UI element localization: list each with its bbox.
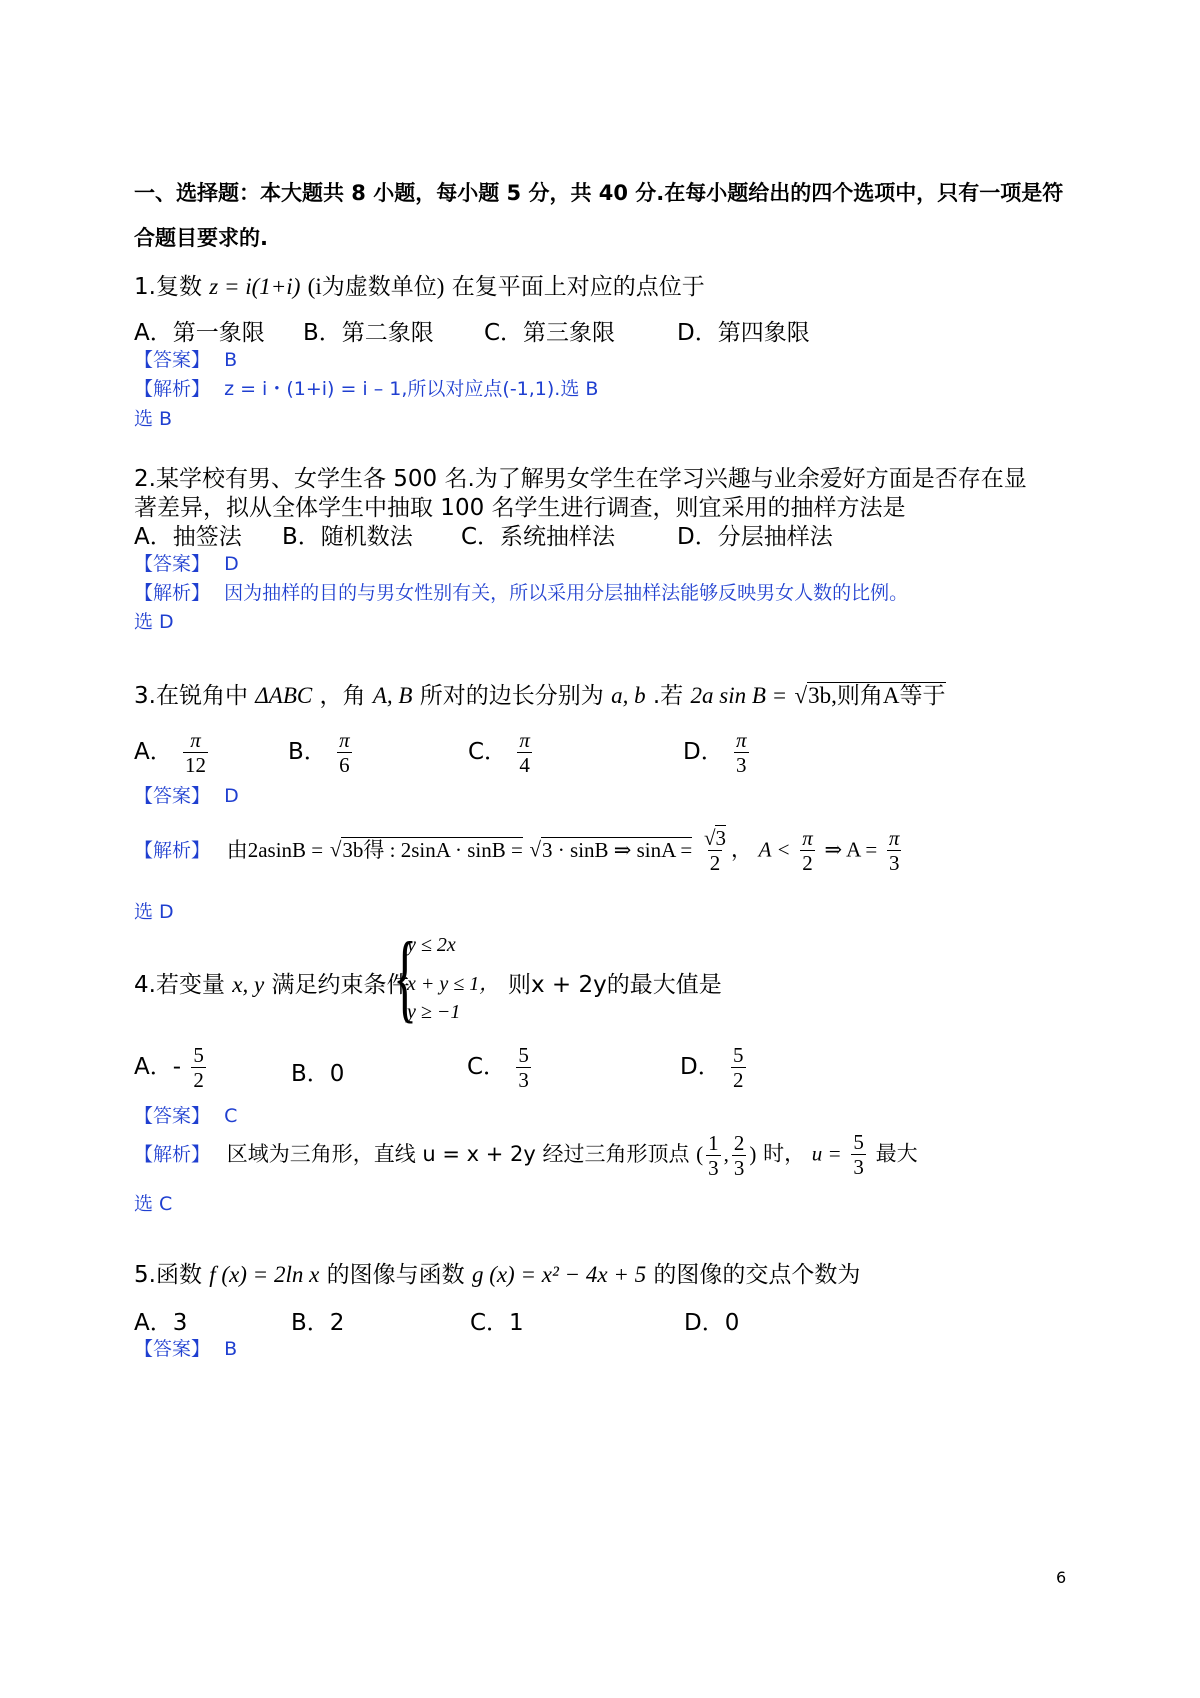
question-3-number: 3.在锐角中 bbox=[134, 683, 248, 709]
q4-option-c-letter: C． bbox=[467, 1054, 507, 1081]
q4-option-b: B．0 bbox=[291, 1061, 345, 1087]
frac-denominator: 3 bbox=[708, 1156, 719, 1181]
vertex-frac-y bbox=[732, 1131, 747, 1180]
sqrt-symbol: √3b得 : 2sinA · sinB = bbox=[329, 837, 523, 862]
analysis-label: 【解析】 bbox=[134, 582, 211, 604]
q4-option-a-frac bbox=[191, 1043, 206, 1092]
q3-analysis-d: A < bbox=[758, 837, 791, 862]
question-5-tail: 的图像的交点个数为 bbox=[653, 1262, 861, 1288]
q2-choose: 选 D bbox=[134, 611, 174, 633]
analysis-label: 【解析】 bbox=[134, 378, 211, 400]
frac-numerator: π bbox=[802, 826, 813, 850]
sqrt-symbol: √3 · sinB ⇒ sinA = bbox=[529, 837, 693, 862]
frac-numerator: √3 bbox=[703, 826, 726, 850]
question-3-mid2: 所对的边长分别为 bbox=[419, 683, 604, 709]
q2-option-b: B．随机数法 bbox=[282, 524, 413, 550]
q3-option-b-frac bbox=[337, 728, 352, 777]
q4-analysis-c: u = bbox=[811, 1141, 842, 1166]
question-1-expr: z = i(1+i) bbox=[209, 274, 301, 299]
frac-numerator: 5 bbox=[518, 1043, 529, 1067]
q3-option-a bbox=[134, 728, 211, 777]
frac-denominator: 3 bbox=[518, 1068, 529, 1093]
q1-option-d: D．第四象限 bbox=[677, 320, 810, 346]
vertex-frac-x bbox=[706, 1131, 721, 1180]
section-heading-line2: 合题目要求的. bbox=[134, 226, 268, 250]
q4-analysis-d: 最大 bbox=[875, 1141, 918, 1166]
q3-option-b bbox=[288, 728, 355, 777]
question-3-triangle: ΔABC bbox=[255, 683, 313, 708]
q1-answer-value: B bbox=[224, 349, 238, 371]
q2-analysis-text: 因为抽样的目的与男女性别有关，所以采用分层抽样法能够反映男女人数的比例。 bbox=[224, 582, 909, 604]
frac-numerator: π bbox=[190, 728, 201, 752]
question-3 bbox=[134, 677, 946, 710]
q3-analysis-a: 由2asinB = bbox=[226, 837, 324, 862]
q4-option-a-letter: A．- bbox=[134, 1054, 182, 1081]
frac-denominator: 6 bbox=[339, 753, 350, 778]
q1-analysis-text: z = i・(1+i) = i – 1,所以对应点(-1,1).选 B bbox=[224, 378, 599, 400]
question-3-cond-pre: .若 bbox=[652, 683, 684, 709]
question-4-vars: x, y bbox=[232, 972, 265, 997]
question-3-cond-end: 3b,则角A等于 bbox=[808, 683, 946, 708]
q5-option-a: A．3 bbox=[134, 1310, 188, 1336]
q3-analysis-c: 3 · sinB ⇒ sinA = bbox=[542, 837, 693, 862]
frac-denominator: 2 bbox=[193, 1068, 204, 1093]
analysis-label: 【解析】 bbox=[134, 1143, 211, 1166]
q5-answer bbox=[134, 1334, 237, 1361]
q4-answer-value: C bbox=[224, 1105, 238, 1127]
frac-denominator: 3 bbox=[733, 1156, 745, 1181]
q5-option-c: C．1 bbox=[470, 1310, 524, 1336]
q1-option-c: C．第三象限 bbox=[484, 320, 616, 346]
q1-option-b: B．第二象限 bbox=[303, 320, 434, 346]
frac-denominator: 2 bbox=[733, 1068, 744, 1093]
q4-analysis-frac bbox=[851, 1130, 866, 1179]
frac-numerator: π bbox=[888, 826, 900, 850]
question-4-lead bbox=[134, 966, 410, 999]
question-3-angles: A, B bbox=[372, 683, 413, 708]
frac-numerator: 1 bbox=[708, 1131, 719, 1156]
question-1 bbox=[134, 268, 705, 301]
q3-option-d-frac bbox=[734, 728, 749, 777]
frac-denominator: 2 bbox=[709, 851, 721, 876]
sqrt-symbol: √3b,则角A等于 bbox=[794, 683, 946, 708]
frac-numerator: 5 bbox=[733, 1043, 744, 1067]
q4-option-c-frac bbox=[516, 1043, 531, 1092]
q3-analysis-frac-pi-2 bbox=[800, 826, 815, 875]
question-3-sides: a, b bbox=[611, 683, 646, 708]
answer-label: 【答案】 bbox=[134, 553, 211, 575]
q2-answer-value: D bbox=[224, 553, 239, 575]
question-5-number: 5.函数 bbox=[134, 1262, 202, 1288]
frac-denominator: 12 bbox=[185, 753, 207, 778]
question-3-cond: 2a sin B = bbox=[690, 683, 788, 708]
q4-option-a bbox=[134, 1043, 209, 1092]
q5-answer-value: B bbox=[224, 1338, 238, 1360]
analysis-label: 【解析】 bbox=[134, 839, 211, 862]
q3-analysis-frac-sqrt3-2 bbox=[702, 826, 728, 875]
answer-label: 【答案】 bbox=[134, 1338, 211, 1360]
q4-analysis bbox=[134, 1130, 918, 1180]
question-5-f: f (x) = 2ln x bbox=[209, 1262, 320, 1287]
question-1-paren: (i为虚数单位) bbox=[307, 274, 445, 299]
section-heading-line1: 一、选择题：本大题共 8 小题，每小题 5 分，共 40 分.在每小题给出的四个选项中，只有一项是符 bbox=[134, 181, 1064, 205]
q3-choose: 选 D bbox=[134, 901, 174, 923]
question-4-tail: 则x + 2y的最大值是 bbox=[508, 972, 722, 998]
q3-option-d bbox=[683, 728, 752, 777]
q3-option-c bbox=[468, 728, 535, 777]
q3-option-c-letter: C． bbox=[468, 739, 508, 766]
q4-answer bbox=[134, 1101, 237, 1128]
q4-option-c bbox=[467, 1043, 534, 1092]
constraint-3: y ≥ −1 bbox=[407, 1001, 461, 1023]
frac-denominator: 2 bbox=[802, 851, 813, 876]
q1-choose: 选 B bbox=[134, 408, 173, 430]
q3-analysis-b: 3b得 : 2sinA · sinB = bbox=[342, 837, 523, 862]
frac-numerator: 5 bbox=[193, 1043, 204, 1067]
q1-option-a: A．第一象限 bbox=[134, 320, 265, 346]
q5-option-b: B．2 bbox=[291, 1310, 345, 1336]
constraint-2: x + y ≤ 1， bbox=[407, 973, 500, 995]
q5-option-d: D．0 bbox=[684, 1310, 740, 1336]
q2-option-a: A．抽签法 bbox=[134, 524, 242, 550]
q3-answer bbox=[134, 781, 239, 808]
frac-numerator: 2 bbox=[733, 1131, 745, 1156]
question-1-tail: 在复平面上对应的点位于 bbox=[451, 274, 705, 300]
question-1-number: 1.复数 bbox=[134, 274, 202, 300]
q2-answer bbox=[134, 549, 239, 576]
q4-vertex: ( $\frac{1}{3}$ , $\frac{2}{3}$ ) bbox=[696, 1131, 757, 1181]
q4-option-d bbox=[680, 1043, 749, 1092]
q3-option-a-letter: A． bbox=[134, 739, 173, 766]
q3-analysis-frac-pi-3 bbox=[887, 826, 902, 875]
q4-option-d-frac bbox=[731, 1043, 746, 1092]
question-2-line2: 著差异，拟从全体学生中抽取 100 名学生进行调查，则宜采用的抽样方法是 bbox=[134, 495, 906, 521]
q4-analysis-b: 时， bbox=[763, 1141, 806, 1166]
q3-option-a-frac bbox=[183, 728, 208, 777]
page-number: 6 bbox=[1056, 1568, 1067, 1587]
frac-denominator: 4 bbox=[519, 753, 530, 778]
answer-label: 【答案】 bbox=[134, 1105, 211, 1127]
q3-answer-value: D bbox=[224, 785, 239, 807]
q2-analysis bbox=[134, 578, 908, 605]
question-4-number: 4.若变量 bbox=[134, 972, 225, 998]
question-4-mid: 满足约束条件 bbox=[271, 972, 410, 998]
answer-label: 【答案】 bbox=[134, 349, 211, 371]
q3-option-d-letter: D． bbox=[683, 739, 724, 766]
q3-option-b-letter: B． bbox=[288, 739, 327, 766]
frac-numerator: π bbox=[519, 728, 530, 752]
q3-option-c-frac bbox=[517, 728, 532, 777]
answer-label: 【答案】 bbox=[134, 785, 211, 807]
frac-denominator: 3 bbox=[736, 753, 747, 778]
q1-answer bbox=[134, 345, 237, 372]
question-2-line1: 2.某学校有男、女学生各 500 名.为了解男女学生在学习兴趣与业余爱好方面是否存在显 bbox=[134, 466, 1027, 492]
question-5-mid: 的图像与函数 bbox=[326, 1262, 465, 1288]
constraint-1: y ≤ 2x bbox=[407, 934, 456, 956]
question-5 bbox=[134, 1256, 860, 1289]
frac-numerator: 5 bbox=[853, 1130, 864, 1154]
q4-choose: 选 C bbox=[134, 1193, 173, 1215]
q4-option-d-letter: D． bbox=[680, 1054, 721, 1081]
question-5-g: g (x) = x² − 4x + 5 bbox=[471, 1262, 647, 1287]
q3-analysis: 【解析】 由2asinB = √3b得 : 2sinA · sinB = √3 · sinB ⇒ sinA = $\frac{√3}{2}$ ， A < $\frac{\pi}{2}$ ⇒ A = $\frac{\pi}{3}$ bbox=[134, 826, 900, 876]
frac-numerator: π bbox=[339, 728, 350, 752]
q2-option-d: D．分层抽样法 bbox=[677, 524, 833, 550]
frac-denominator: 3 bbox=[888, 851, 900, 876]
q4-analysis-a: 区域为三角形，直线 u = x + 2y 经过三角形顶点 bbox=[226, 1141, 690, 1166]
q2-option-c: C．系统抽样法 bbox=[461, 524, 616, 550]
question-3-mid: ，角 bbox=[319, 683, 366, 709]
q1-analysis bbox=[134, 374, 598, 401]
frac-denominator: 3 bbox=[853, 1155, 864, 1180]
q3-analysis-e: ⇒ A = bbox=[824, 837, 878, 862]
left-brace-icon: { bbox=[393, 921, 417, 1032]
frac-numerator: π bbox=[736, 728, 747, 752]
